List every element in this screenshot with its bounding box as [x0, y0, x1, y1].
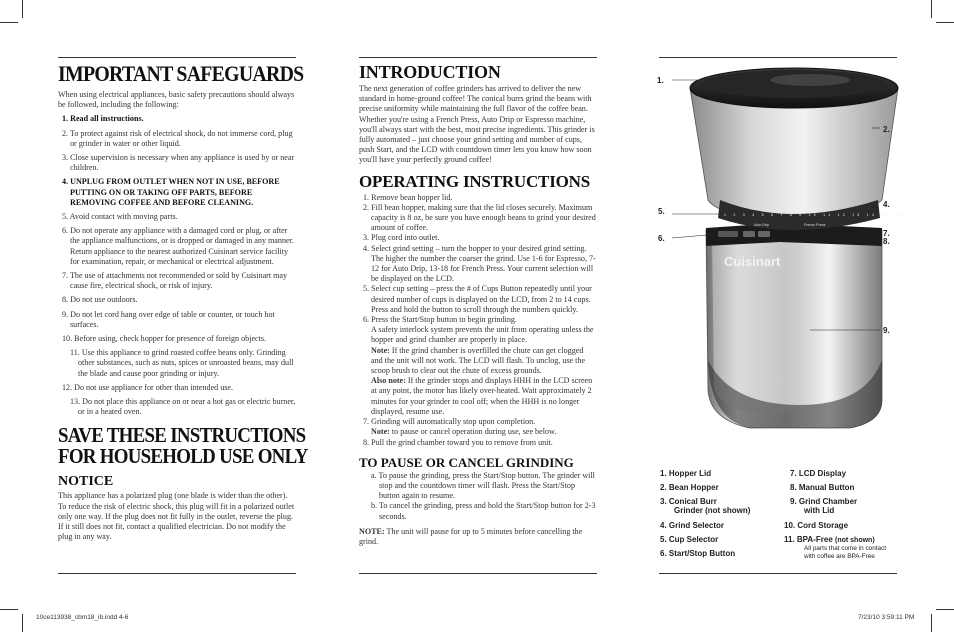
- part-grind-chamber-sub: with Lid: [804, 506, 835, 515]
- notice-text: This appliance has a polarized plug (one blade is wider than the other). To reduce the risk of electric shock, this plug will fit in a polarized outlet only one way. If the plug does not fit fully in the outlet, reverse the plug. If it still does not fit, contact a qualified electrician. Do not modify the plug in any way.: [58, 491, 295, 542]
- safeguard-item: 12. Do not use appliance for other than intended use.: [62, 382, 234, 392]
- pause-b: b. To cancel the grinding, press and hold the Start/Stop button for 2-3 seconds.: [371, 501, 596, 521]
- crop-mark: [931, 0, 932, 18]
- safeguard-item: 7. The use of attachments not recommended or sold by Cuisinart may cause fire, electrical shock, or risk of injury.: [62, 271, 288, 291]
- part-conical-burr: 3. Conical Burr: [660, 497, 717, 506]
- note-label: NOTE:: [359, 526, 385, 536]
- part-hopper-lid: 1. Hopper Lid: [660, 469, 712, 478]
- crop-mark: [0, 609, 18, 610]
- part-lcd-display: 7. LCD Display: [790, 469, 847, 478]
- top-rule: [359, 57, 597, 58]
- part-start-stop: 6. Start/Stop Button: [660, 549, 736, 558]
- bottom-rule: [58, 573, 296, 574]
- crop-mark: [22, 0, 23, 18]
- operating-step: 7. Grinding will automatically stop upon completion.: [363, 417, 536, 427]
- crop-mark: [936, 609, 954, 610]
- instructions-column: [359, 60, 597, 547]
- part-grind-chamber: 9. Grind Chamber: [790, 497, 858, 506]
- operating-step: 5. Select cup setting – press the # of Cups Button repeatedly until your desired number of cups is displayed on the LCD, from 2 to 14 cups. Press and hold the button to scroll through the numbers quickly.: [363, 284, 592, 314]
- also-note-label: Also note:: [371, 376, 406, 386]
- safeguards-column: [58, 60, 308, 543]
- top-rule: [58, 57, 296, 58]
- safeguard-item: 6. Do not operate any appliance with a damaged cord or plug, or after the appliance malfunctions, or is dropped or damaged in any manner. Return appliance to the nearest authorized Cuisinart service facility for examination, repair, or mechanical or electrical adjustment.: [62, 226, 294, 266]
- safeguard-item: 11. Use this appliance to grind roasted coffee beans only. Grinding other substances, such as nuts, spices or unroasted beans, may dull the blade and cause poor grinding or injury.: [70, 348, 294, 378]
- safeguard-item: 9. Do not let cord hang over edge of table or counter, or touch hot surfaces.: [62, 309, 275, 329]
- crop-mark: [0, 22, 18, 23]
- pause-a: a. To pause the grinding, press the Start/Stop button. The grinder will stop and the countdown timer will flash. Press the Start/Stop button again to resume.: [371, 470, 595, 501]
- part-cord-storage: 10. Cord Storage: [784, 521, 849, 530]
- crop-mark: [936, 22, 954, 23]
- dial-label-french-press: French Press: [804, 223, 826, 227]
- cup-selector-button: [743, 231, 755, 237]
- step6-note: [359, 346, 597, 377]
- part-grind-selector: 4. Grind Selector: [660, 521, 725, 530]
- introduction-title: INTRODUCTION: [359, 62, 501, 82]
- part-bpa-free-desc1: All parts that come in contact: [804, 545, 887, 552]
- pause-note: [359, 527, 597, 547]
- top-rule: [659, 57, 897, 58]
- note-text: The unit will pause for up to 5 minutes before cancelling the grind.: [359, 526, 583, 546]
- safeguard-item: 1. Read all instructions.: [62, 114, 144, 124]
- part-conical-burr-sub: Grinder (not shown): [674, 506, 751, 515]
- operating-step: 1. Remove bean hopper lid.: [363, 192, 453, 202]
- safeguard-item: 8. Do not use outdoors.: [62, 295, 138, 305]
- safeguard-item: 5. Avoid contact with moving parts.: [62, 212, 178, 222]
- safeguard-item: 10. Before using, check hopper for presence of foreign objects.: [62, 334, 267, 344]
- also-note-text: If the grinder stops and displays HHH in the LCD screen at any point, the motor has likely over-heated. Wait approximately 2 minutes for your grinder to cool off; when the HHH is no longer displayed, resume use.: [371, 376, 593, 416]
- pause-title: TO PAUSE OR CANCEL GRINDING: [359, 454, 574, 470]
- safeguard-item: 2. To protect against risk of electrical shock, do not immerse cord, plug or grinder in water or other liquid.: [62, 128, 293, 148]
- callout-7: 7.: [883, 229, 890, 238]
- start-stop-button: [758, 231, 770, 237]
- operating-step: 2. Fill bean hopper, making sure that the lid closes securely. Maximum capacity is 8 oz, be sure you have enough beans to grind your desired amount of coffee.: [363, 202, 596, 233]
- note-text: to pause or cancel operation during use, see below.: [389, 427, 557, 437]
- bottom-rule: [659, 573, 897, 574]
- callout-4: 4.: [883, 200, 890, 209]
- callout-1: 1.: [657, 76, 664, 85]
- part-bpa-free-label: 11. BPA-Free: [784, 535, 833, 544]
- safeguards-title: IMPORTANT SAFEGUARDS: [58, 61, 304, 86]
- step7-note: [359, 427, 597, 437]
- lcd-display: [718, 231, 738, 237]
- callout-6: 6.: [658, 234, 665, 243]
- part-bpa-free-note: (not shown): [835, 537, 875, 544]
- crop-mark: [22, 614, 23, 632]
- part-manual-button: 8. Manual Button: [790, 483, 855, 492]
- part-bpa-free-desc2: with coffee are BPA-Free: [804, 553, 875, 560]
- operating-title: OPERATING INSTRUCTIONS: [359, 171, 590, 191]
- note-label: Note:: [371, 345, 390, 355]
- step6-detail: A safety interlock system prevents the unit from operating unless the hopper and grind chamber are properly in place.: [371, 325, 594, 345]
- svg-text:1 2 3 4 5 6 7 8 9 10 11 12 13: 1 2 3 4 5 6 7 8 9 10 11 12 13 14 15 16 17 18: [724, 213, 936, 217]
- safeguards-intro: When using electrical appliances, basic safety precautions should always be followed, including the following:: [58, 90, 295, 110]
- callout-2: 2.: [883, 125, 890, 134]
- save-instructions-line2: FOR HOUSEHOLD USE ONLY: [58, 444, 308, 469]
- operating-step: 4. Select grind setting – turn the hopper to your desired grind setting. The higher the number the coarser the grind. Use 1-6 for Espresso, 7-12 for Auto Drip, 13-18 for French Press. Your current selection will be displayed on the LCD.: [363, 243, 596, 284]
- part-cup-selector: 5. Cup Selector: [660, 535, 719, 544]
- introduction-text: The next generation of coffee grinders has arrived to deliver the new standard in home-ground coffee! The conical burrs grind the beans with precise uniformity while maintaining the full flavor of the coffee bean. Whether you're using a French Press, Auto Drip or Espresso machine, you'll always start with the best, most precise ingredients. This grinder is fully automated – just choose your grind setting and number of cups, push Start, and the LCD with countdown timer lets you know how soon you'll have your perfectly ground coffee!: [359, 84, 595, 165]
- callout-8: 8.: [883, 237, 890, 246]
- grinder-illustration: [650, 60, 936, 460]
- operating-step: 8. Pull the grind chamber toward you to remove from unit.: [363, 437, 553, 447]
- notice-title: NOTICE: [58, 474, 114, 490]
- part-bean-hopper: 2. Bean Hopper: [660, 483, 719, 492]
- safeguard-item: 3. Close supervision is necessary when any appliance is used by or near children.: [62, 153, 295, 173]
- operating-step: 3. Plug cord into outlet.: [363, 233, 440, 243]
- dial-label-auto-drip: Auto Drip: [754, 223, 769, 227]
- brand-logo: Cuisinart: [724, 254, 781, 269]
- save-instructions-line1: SAVE THESE INSTRUCTIONS: [58, 423, 306, 448]
- safeguard-item: 13. Do not place this appliance on or near a hot gas or electric burner, or in a heated oven.: [70, 397, 296, 417]
- note-text: If the grind chamber is overfilled the chute can get clogged and the unit will not work. The LCD will flash. To unclog, use the scoop brush to clear out the chute of excess grounds.: [371, 345, 586, 376]
- grinder-drawing: [650, 60, 936, 460]
- bottom-rule: [359, 573, 597, 574]
- callout-5: 5.: [658, 207, 665, 216]
- note-label: Note:: [371, 427, 390, 437]
- footer-timestamp: 7/23/10 3:59:11 PM: [858, 614, 915, 621]
- step6-also-note: [359, 376, 597, 417]
- crop-mark: [931, 614, 932, 632]
- operating-step: 6. Press the Start/Stop button to begin grinding.: [363, 315, 518, 325]
- safeguard-item: 4. UNPLUG FROM OUTLET WHEN NOT IN USE, BEFORE PUTTING ON OR TAKING OFF PARTS, BEFORE REMOVING COFFEE AND BEFORE CLEANING.: [62, 177, 280, 207]
- footer-filename: 10ce113938_cbm18_ib.indd 4-6: [36, 614, 129, 621]
- callout-9: 9.: [883, 326, 890, 335]
